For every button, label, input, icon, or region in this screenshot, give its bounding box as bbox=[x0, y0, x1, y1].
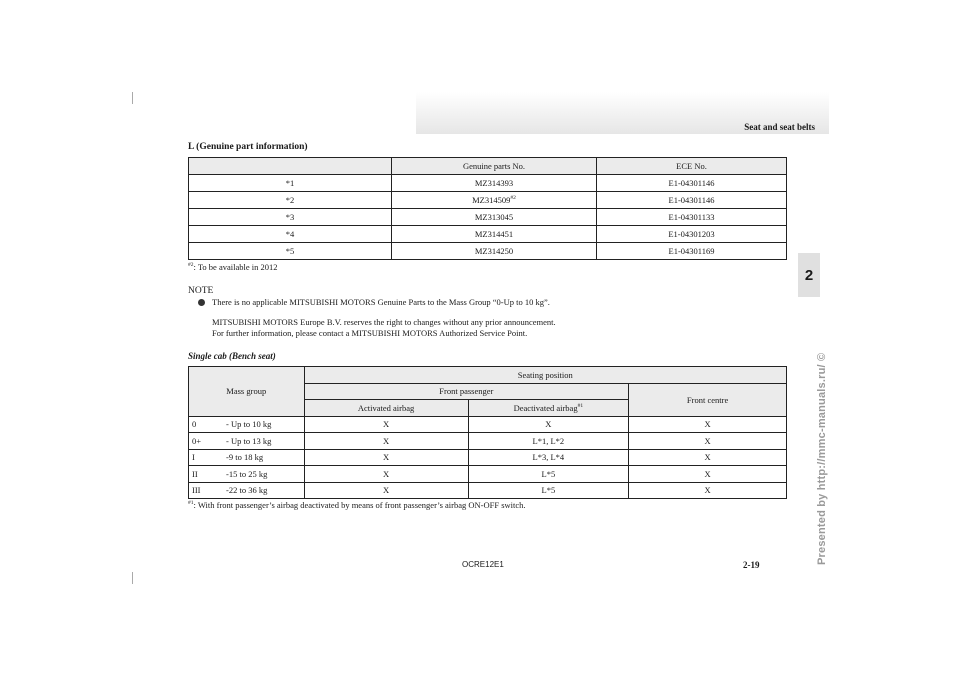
part-text: MZ314509 bbox=[472, 195, 511, 205]
deactivated-airbag-header bbox=[468, 400, 629, 417]
note-paragraph-1: MITSUBISHI MOTORS Europe B.V. reserves the right to changes without any prior announcement. bbox=[212, 317, 556, 327]
mass-group-cell bbox=[189, 482, 305, 499]
parts-label bbox=[189, 243, 392, 260]
footnote-2 bbox=[188, 262, 278, 272]
mass-group-cell bbox=[189, 466, 305, 483]
footer-code: OCRE12E1 bbox=[462, 560, 504, 569]
label-text: *5 bbox=[285, 246, 295, 256]
centre-cell: X bbox=[629, 416, 787, 433]
table-row bbox=[189, 416, 787, 433]
group-text: III bbox=[192, 485, 201, 496]
deactivated-cell: L*5 bbox=[468, 466, 629, 483]
footnote-2-text: : To be available in 2012 bbox=[193, 262, 278, 272]
front-centre-header: Front centre bbox=[629, 383, 787, 416]
single-cab-title: Single cab (Bench seat) bbox=[188, 351, 276, 361]
table-row bbox=[189, 209, 787, 226]
deactivated-cell: X bbox=[468, 416, 629, 433]
mass-group-cell bbox=[189, 416, 305, 433]
deactivated-header-text: Deactivated airbag bbox=[513, 402, 578, 413]
parts-table-header-row bbox=[189, 158, 787, 175]
centre-cell: X bbox=[629, 449, 787, 466]
page-number: 2-19 bbox=[743, 560, 760, 570]
parts-ece-no: E1-04301133 bbox=[597, 209, 787, 226]
parts-ece-no: E1-04301169 bbox=[597, 243, 787, 260]
crop-mark-bottom-left bbox=[132, 572, 133, 584]
parts-header-ece-no: ECE No. bbox=[597, 158, 787, 175]
parts-header-blank bbox=[189, 158, 392, 175]
seating-position-table bbox=[188, 366, 787, 499]
section-title: L (Genuine part information) bbox=[188, 142, 308, 152]
range-text: -15 to 25 kg bbox=[226, 468, 268, 479]
table-row bbox=[189, 482, 787, 499]
mass-group-cell bbox=[189, 449, 305, 466]
activated-cell: X bbox=[304, 449, 468, 466]
group-text: 0+ bbox=[192, 435, 202, 446]
footnote-1 bbox=[188, 500, 526, 510]
parts-label bbox=[189, 192, 392, 209]
note-bullet-text: There is no applicable MITSUBISHI MOTORS Genuine Parts to the Mass Group “0-Up to 10 kg”. bbox=[212, 297, 550, 307]
table-row bbox=[189, 226, 787, 243]
crop-mark-top-left bbox=[132, 92, 133, 104]
group-text: II bbox=[192, 468, 198, 479]
footnote-1-text: : With front passenger’s airbag deactivated by means of front passenger’s airbag ON-OFF switch. bbox=[193, 500, 526, 510]
parts-ece-no: E1-04301146 bbox=[597, 192, 787, 209]
parts-ece-no: E1-04301146 bbox=[597, 175, 787, 192]
running-header-title: Seat and seat belts bbox=[744, 122, 815, 132]
label-text: *4 bbox=[285, 229, 295, 239]
centre-cell: X bbox=[629, 466, 787, 483]
table-row bbox=[189, 175, 787, 192]
chapter-tab: 2 bbox=[798, 253, 820, 297]
range-text: -9 to 18 kg bbox=[226, 452, 264, 463]
label-text: *1 bbox=[285, 178, 295, 188]
note-bullet bbox=[198, 297, 550, 307]
deactivated-cell: L*5 bbox=[468, 482, 629, 499]
part-text: MZ314451 bbox=[474, 229, 514, 239]
side-watermark: Presented by http://mmc-manuals.ru/ © bbox=[816, 352, 828, 565]
activated-cell: X bbox=[304, 416, 468, 433]
parts-label bbox=[189, 209, 392, 226]
range-text: - Up to 13 kg bbox=[226, 435, 272, 446]
mass-group-header: Mass group bbox=[189, 367, 305, 417]
activated-airbag-header: Activated airbag bbox=[304, 400, 468, 417]
part-text: MZ313045 bbox=[474, 212, 514, 222]
table-row bbox=[189, 192, 787, 209]
note-title: NOTE bbox=[188, 286, 214, 296]
parts-part-no bbox=[392, 209, 597, 226]
parts-part-no bbox=[392, 226, 597, 243]
activated-cell: X bbox=[304, 433, 468, 450]
label-text: *3 bbox=[285, 212, 295, 222]
parts-label bbox=[189, 175, 392, 192]
group-text: I bbox=[192, 452, 195, 463]
table-row bbox=[189, 449, 787, 466]
table-row bbox=[189, 433, 787, 450]
seating-position-header: Seating position bbox=[304, 367, 787, 384]
activated-cell: X bbox=[304, 466, 468, 483]
part-text: MZ314250 bbox=[474, 246, 514, 256]
front-passenger-header: Front passenger bbox=[304, 383, 629, 400]
centre-cell: X bbox=[629, 482, 787, 499]
table-row bbox=[189, 466, 787, 483]
deactivated-cell: L*3, L*4 bbox=[468, 449, 629, 466]
parts-table bbox=[188, 157, 787, 260]
parts-header-part-no: Genuine parts No. bbox=[392, 158, 597, 175]
part-text: MZ314393 bbox=[474, 178, 514, 188]
footnote-2-mark: #2 bbox=[188, 262, 194, 269]
parts-part-no bbox=[392, 175, 597, 192]
mass-group-cell bbox=[189, 433, 305, 450]
parts-ece-no: E1-04301203 bbox=[597, 226, 787, 243]
table-row bbox=[189, 243, 787, 260]
parts-part-no bbox=[392, 192, 597, 209]
part-sup: #2 bbox=[510, 195, 516, 202]
label-text: *2 bbox=[285, 195, 295, 205]
parts-label bbox=[189, 226, 392, 243]
deactivated-header-sup: #1 bbox=[577, 402, 584, 409]
parts-part-no bbox=[392, 243, 597, 260]
range-text: -22 to 36 kg bbox=[226, 485, 268, 496]
group-text: 0 bbox=[192, 419, 197, 430]
centre-cell: X bbox=[629, 433, 787, 450]
footnote-1-mark: #1 bbox=[188, 500, 194, 507]
note-paragraph-2: For further information, please contact a MITSUBISHI MOTORS Authorized Service Point. bbox=[212, 328, 528, 338]
activated-cell: X bbox=[304, 482, 468, 499]
seating-header-row-1 bbox=[189, 367, 787, 384]
bullet-icon bbox=[198, 299, 205, 306]
range-text: - Up to 10 kg bbox=[226, 419, 272, 430]
deactivated-cell: L*1, L*2 bbox=[468, 433, 629, 450]
